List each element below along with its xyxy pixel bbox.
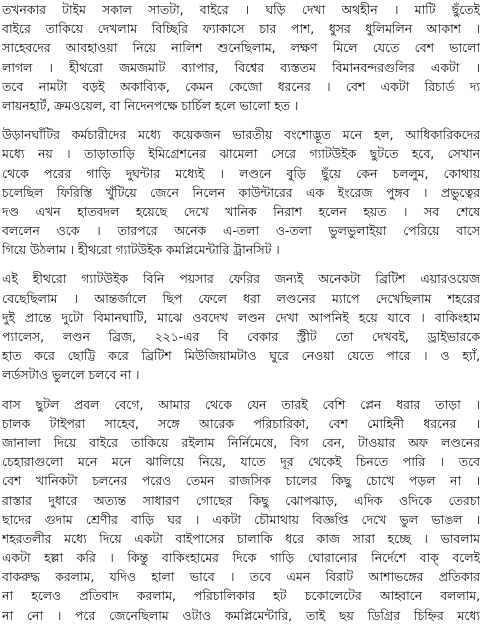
text-line: না নো । পরে জেনেছিলাম ওটাও কমপ্লিমেন্টারি, তাই ছয় ডিগ্রির চিহ্নির মধ্যে bbox=[2, 607, 480, 623]
text-line: হাত করে ছোট্টি করে ব্রিটিশ মিউজিয়ামটাও ঘুরে নেওয়া যেতে পারে । ও হ্যাঁ, bbox=[2, 348, 480, 364]
text-line: রাস্তার দুধারে অত্যন্ত সাধারণ গোছের কিছু ঝোপঝাড়, এদিক ওদিকে তেরচা bbox=[2, 492, 480, 508]
text-line: চালক টাইপরা সাহেব, সঙ্গে আরেক পরিচারিকা, বেশ মোহিনী ধরনের । bbox=[2, 415, 480, 431]
text-line: দুই প্রান্তে দুটো বিমানঘাটি, মাঝে ওবদেখ লণ্ডন দেখা আপনিই হয়ে যাবে । বাকিংহাম bbox=[2, 309, 480, 325]
text-line: তখনকার টাইম সকাল সাতটা, বাইরে । ঘড়ি দেখা অথহীন । মাটি ছুঁতেই bbox=[2, 2, 480, 17]
text-line: বাইরে তাকিয়ে দেখলাম বিচ্ছিরি ফ্যাকাসে চার পাশ, ধুসর ধুলিমলিন আকাশ । bbox=[2, 21, 480, 37]
text-line: লায়নহার্ট, ক্রমওয়েল, বা নিদেনপক্ষে চার্চিল হলে ভালো হত । bbox=[2, 97, 299, 113]
text-line: এই হীথরো গ্যাটউইক বিনি পয়সার ফেরির জন্যই অনেকটা ব্রিটিশ এয়ারওয়েজ bbox=[2, 271, 480, 287]
text-line: লাগল । হীথরো জমজমাট ব্যাপার, বিশ্বের ব্যস্ততম বিমানবন্দরগুলির একটা । bbox=[2, 59, 480, 75]
paragraph-spacer bbox=[2, 259, 480, 269]
text-line: থেকে পরের গাড়ি দুঘন্টার মধ্যেই । লণ্ডনে বুড়ি ছুঁয়ে কেন চললুম, কোথায় bbox=[2, 165, 480, 181]
text-line: বেশ খানিকটা চলনের পরেও তেমন রাজসিক চালের কিছু চোখে পড়ল না । bbox=[2, 473, 480, 489]
text-line: বাকরুদ্ধ করলাম, যদিও হালা ভাবে । তবে এমন বিরাট আশাভঙ্গের প্রতিকার bbox=[2, 569, 480, 585]
text-line: তবে নামটা বড়ই অকাব্যিক, কেমন কেজো ধরনের । বেশ একটা রিচার্ড দ্য bbox=[2, 78, 480, 94]
document-page bbox=[2, 0, 480, 625]
text-line: গিয়ে উঠলাম । হীথরো গ্যাটউইক কমপ্লিমেন্টারি ট্রানসিট । bbox=[2, 242, 280, 258]
text-line: লর্ডসটাও ভুললে চলবে না । bbox=[2, 367, 140, 383]
text-line: ছাদের গুদাম শ্রেণীর বাড়ি ঘর । একটা চৌমাথায় বিজ্ঞপ্তি দেখে ভুল ভাঙল । bbox=[2, 511, 480, 527]
text-line: একটা হল্লা করি । কিন্তু বাকিংহামের দিকে গাড়ি ঘোরানোর নির্দেশে বাক্ বলেই bbox=[2, 550, 480, 566]
paragraph-4 bbox=[2, 395, 480, 625]
paragraph-spacer bbox=[2, 115, 480, 125]
text-line: প্যালেস, লণ্ডন ব্রিজ, ২২১-এর বি বেকার স্ট্রীট তো দেখবই, ড্রাইভারকে bbox=[2, 329, 480, 344]
text-line: বাস ছুটল প্রবল বেগে, আমার থেকে যেন তারই বেশি প্লেন ধরার তাড়া । bbox=[2, 396, 480, 412]
text-line: উড়ানঘাঁটির কর্মচারীদের মধ্যে কয়েকজন ভারতীয় বংশোদ্ভূত মনে হল, আধিকারিকদের bbox=[2, 127, 480, 143]
paragraph-1 bbox=[2, 0, 480, 115]
text-line: না হলেও প্রতিবাদ করলাম, পরিচালিকার হট চকোলেটের আহ্বানে বললাম, bbox=[2, 588, 480, 604]
paragraph-2 bbox=[2, 125, 480, 259]
text-line: চেহারাগুলো মনে মনে ঝালিয়ে নিয়ে, যাতে দূর থেকেই চিনতে পারি । তবে bbox=[2, 454, 480, 470]
text-line: মধ্যে নয় । তাড়াতাড়ি ইমিগ্রেশনের ঝামেলা সেরে গ্যাটউইক ছুটতে হবে, সেখান bbox=[2, 146, 480, 162]
text-line: সাহেবদের আবহাওয়া নিয়ে নালিশ শুনেছিলাম, লক্ষণ মিলে যেতে বেশ ভালো bbox=[2, 40, 480, 56]
paragraph-3 bbox=[2, 269, 480, 384]
text-line: বললেন ওকে । তারপরে অনেক এ-তলা ও-তলা ভুলভুলাইয়া পেরিয়ে বাসে bbox=[2, 223, 480, 239]
text-line: চলেছিল ফিরিস্তি খুঁটিয়ে জেনে নিলেন কাউন্টারের এক ইংরেজ পুঙ্গব । প্রভুত্বের bbox=[2, 184, 480, 200]
text-line: দণ্ড এখন হাতবদল হয়েছে দেখে খানিক নিরাশ হলেন হয়ত । সব শেষে bbox=[2, 203, 480, 219]
text-line: বেছেছিলাম । আন্তর্জালে ছিপ ফেলে ধরা লণ্ডনের ম্যাপে দেখেছিলাম শহরের bbox=[2, 290, 480, 306]
paragraph-spacer bbox=[2, 385, 480, 395]
text-line: জানালা দিয়ে বাইরে তাকিয়ে রইলাম নির্নিমেষে, বিগ বেন, টাওয়ার অফ লণ্ডনের bbox=[2, 434, 480, 450]
text-line: শহরতলীর মধ্যে দিয়ে একটা বাইপাসের চালাকি ধরে কাজ সারা হচ্ছে । ভাবলাম bbox=[2, 530, 480, 546]
